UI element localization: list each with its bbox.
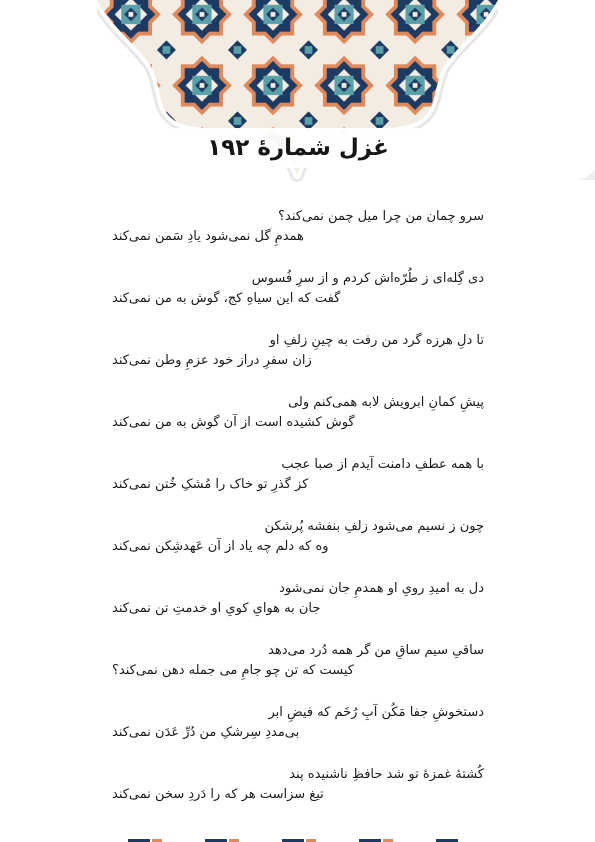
misra-first: سرو چمان من چرا میل چمن نمی‌کند؟ bbox=[278, 209, 484, 224]
title-plaque bbox=[112, 128, 484, 168]
couplet bbox=[112, 205, 484, 267]
misra-second: وه که دلم چه یاد از آن عَهدشِکن نمی‌کند bbox=[112, 539, 329, 554]
misra-first: ساقیِ سیم ساقِ من گر همه دُرد می‌دهد bbox=[268, 643, 484, 658]
misra-second: گفت که این سیاهِ کج، گوش به من نمی‌کند bbox=[112, 291, 341, 306]
misra-first: چون ز نسیم می‌شود زلفِ بنفشه پُرشکن bbox=[264, 519, 484, 534]
couplet bbox=[112, 453, 484, 515]
couplet bbox=[112, 763, 484, 825]
footer-ornament bbox=[90, 836, 510, 842]
couplet bbox=[112, 577, 484, 639]
misra-second: گوش کشیده است از آن گوش به من نمی‌کند bbox=[112, 415, 355, 430]
couplet bbox=[112, 639, 484, 701]
misra-first: دستخوشِ جفا مَکُن آبِ رُخَم که فیضِ ابر bbox=[268, 705, 484, 720]
couplet bbox=[112, 515, 484, 577]
couplet bbox=[112, 329, 484, 391]
ghazal-verses bbox=[112, 205, 484, 825]
misra-second: کز گذرِ تو خاک را مُشکِ خُتن نمی‌کند bbox=[112, 477, 309, 492]
misra-first: کُشتهٔ غمزهٔ تو شد حافظِ ناشنیده پند bbox=[289, 767, 484, 782]
misra-first: با همه عطفِ دامنت آیدم از صبا عجب bbox=[281, 457, 484, 472]
edge-ornament bbox=[579, 170, 595, 180]
couplet bbox=[112, 267, 484, 329]
misra-first: تا دلِ هرزه گرد من رفت به چینِ زلفِ او bbox=[269, 333, 484, 348]
couplet bbox=[112, 701, 484, 763]
misra-second: جان به هوایِ کویِ او خدمتِ تن نمی‌کند bbox=[112, 601, 321, 616]
misra-second: زان سفرِ دراز خود عزمِ وطن نمی‌کند bbox=[112, 353, 312, 368]
page-title: غزل شمارهٔ ۱۹۲ bbox=[207, 135, 389, 161]
misra-first: دی گِله‌ای ز طُرّه‌اش کردم و از سرِ فُسوس bbox=[251, 271, 484, 286]
misra-second: بی‌مددِ سِرشکِ من دُرِّ عَدَن نمی‌کند bbox=[112, 725, 300, 740]
couplet bbox=[112, 391, 484, 453]
misra-first: دل به امیدِ رویِ او همدمِ جان نمی‌شود bbox=[279, 581, 484, 596]
misra-first: پیشِ کمانِ ابرویش لابه همی‌کنم ولی bbox=[288, 395, 484, 410]
misra-second: تیغ سزاست هر که را دَردِ سخن نمی‌کند bbox=[112, 787, 324, 802]
misra-second: کیست که تن چو جامِ می جمله دهن نمی‌کند؟ bbox=[112, 663, 354, 678]
misra-second: همدمِ گل نمی‌شود یادِ سَمن نمی‌کند bbox=[112, 229, 304, 244]
